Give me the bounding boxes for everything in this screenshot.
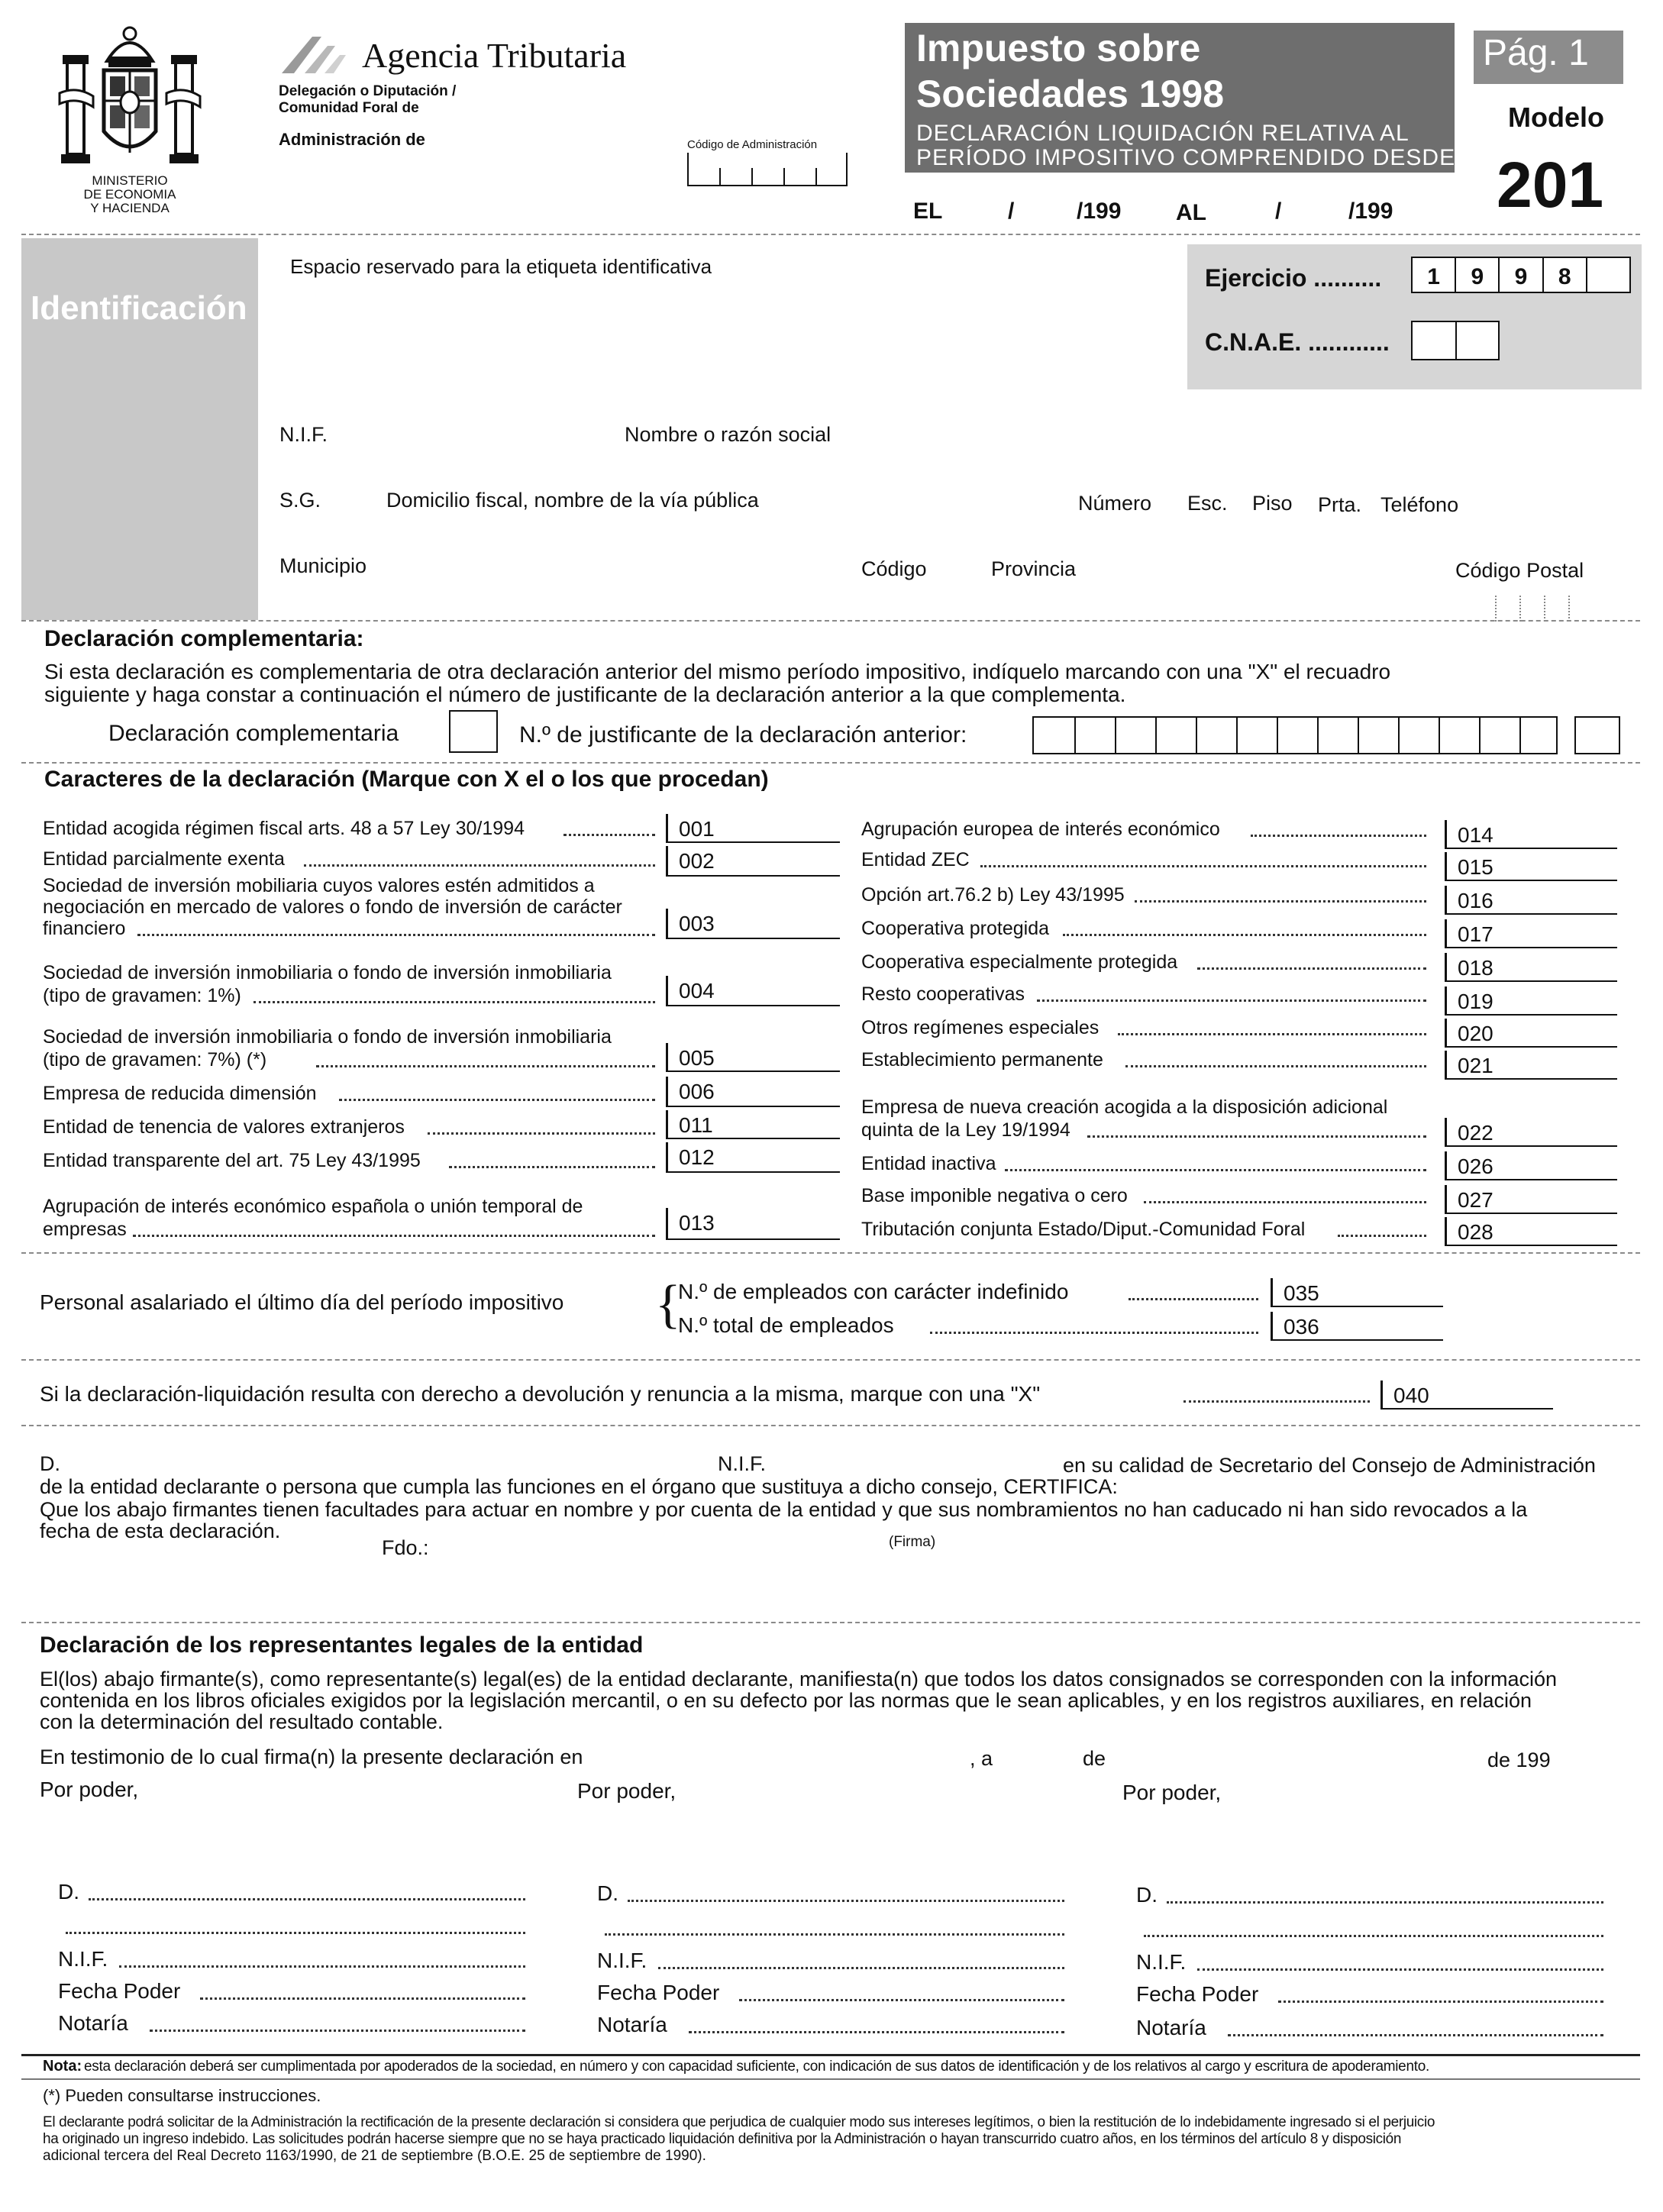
ejercicio-digit: 1 bbox=[1413, 258, 1456, 292]
subtitle-line-2: PERÍODO IMPOSITIVO COMPRENDIDO DESDE bbox=[916, 145, 1456, 170]
codigo-label: Código bbox=[861, 557, 927, 580]
caracter-code-018[interactable]: 018 bbox=[1445, 953, 1617, 982]
caracter-label: Entidad parcialmente exenta bbox=[43, 848, 285, 870]
piso-label: Piso bbox=[1252, 492, 1293, 515]
dot-leader bbox=[137, 934, 655, 936]
caracter-code-027[interactable]: 027 bbox=[1445, 1185, 1617, 1214]
cnae-label: C.N.A.E. ............ bbox=[1205, 328, 1390, 356]
delegation-line-2: Comunidad Foral de bbox=[279, 100, 419, 116]
por-poder-3: Por poder, bbox=[1122, 1781, 1222, 1804]
dot-leader bbox=[304, 864, 655, 867]
caracter-code-015[interactable]: 015 bbox=[1445, 852, 1617, 881]
dot-leader bbox=[1063, 934, 1426, 936]
codigo-postal-field[interactable] bbox=[1471, 591, 1593, 622]
caracter-label: Entidad ZEC bbox=[861, 849, 970, 870]
caracter-label: Entidad de tenencia de valores extranjeros bbox=[43, 1116, 405, 1138]
caracter-label: financiero bbox=[43, 918, 126, 939]
dot-leader bbox=[133, 1235, 655, 1237]
divider-secretario bbox=[21, 1425, 1640, 1426]
legal-line-3: adicional tercera del Real Decreto 1163/1990, de 21 de septiembre (B.O.E. 25 de septiembre de 1990). bbox=[43, 2148, 706, 2164]
period-year-2: /199 bbox=[1348, 199, 1393, 224]
caracter-label: Agrupación de interés económico española o unión temporal de bbox=[43, 1196, 583, 1217]
signer-2-fecha: Fecha Poder bbox=[597, 1981, 720, 2004]
caracter-code-003[interactable]: 003 bbox=[666, 909, 840, 939]
signer-1-notaria: Notaría bbox=[58, 2011, 128, 2035]
caracter-label: Tributación conjunta Estado/Diput.-Comunidad Foral bbox=[861, 1219, 1306, 1240]
dot-leader bbox=[1135, 900, 1426, 903]
secretario-line-3: Que los abajo firmantes tienen facultades para actuar en nombre y por cuenta de la entidad y que sus nombramientos no han caducado ni han sido revocados a la bbox=[40, 1498, 1528, 1521]
signer-3-d-field-2[interactable] bbox=[1144, 1935, 1603, 1937]
justificante-label: N.º de justificante de la declaración anterior: bbox=[519, 722, 967, 748]
admin-code-label: Código de Administración bbox=[687, 138, 818, 151]
signer-1-notaria-field[interactable] bbox=[150, 2030, 525, 2032]
dot-leader bbox=[1144, 1201, 1426, 1203]
indef-label: N.º de empleados con carácter indefinido bbox=[678, 1280, 1069, 1303]
signer-1-nif: N.I.F. bbox=[58, 1947, 108, 1971]
caracter-code-021[interactable]: 021 bbox=[1445, 1051, 1617, 1080]
asterisk-note: (*) Pueden consultarse instrucciones. bbox=[43, 2086, 321, 2105]
telefono-label: Teléfono bbox=[1380, 493, 1459, 516]
signer-2-notaria-field[interactable] bbox=[689, 2031, 1064, 2033]
dot-leader bbox=[449, 1166, 655, 1168]
dot-leader bbox=[428, 1132, 655, 1135]
total-label: N.º total de empleados bbox=[678, 1313, 894, 1337]
divider-personal bbox=[21, 1252, 1640, 1254]
caracter-label: Entidad acogida régimen fiscal arts. 48 a 57 Ley 30/1994 bbox=[43, 818, 525, 839]
coat-of-arms-icon bbox=[53, 17, 206, 173]
period-slash-1: / bbox=[1008, 199, 1015, 224]
signer-3-fecha: Fecha Poder bbox=[1136, 1982, 1259, 2006]
signer-1-d-field-2[interactable] bbox=[66, 1932, 525, 1934]
delegation-line-1: Delegación o Diputación / bbox=[279, 83, 457, 99]
nif-label: N.I.F. bbox=[279, 423, 328, 446]
employees-indefinite-035[interactable]: 035 bbox=[1271, 1278, 1443, 1307]
signer-3-d-field[interactable] bbox=[1167, 1901, 1603, 1904]
codigo-postal-label: Código Postal bbox=[1455, 559, 1584, 582]
caracter-label: Sociedad de inversión inmobiliaria o fondo de inversión inmobiliaria bbox=[43, 1026, 612, 1048]
brace-icon: { bbox=[655, 1275, 681, 1334]
municipio-label: Municipio bbox=[279, 554, 367, 577]
dot-leader bbox=[1037, 999, 1426, 1002]
signer-2-d-field-2[interactable] bbox=[605, 1933, 1064, 1936]
divider-top bbox=[21, 234, 1640, 235]
dot-leader bbox=[339, 1099, 655, 1101]
devolucion-renuncia-040[interactable]: 040 bbox=[1380, 1380, 1553, 1410]
caracter-label: Base imponible negativa o cero bbox=[861, 1185, 1128, 1206]
ejercicio-field[interactable] bbox=[1411, 257, 1631, 293]
dot-leader bbox=[1125, 1065, 1426, 1067]
esc-label: Esc. bbox=[1187, 492, 1228, 515]
dot-leader bbox=[980, 865, 1426, 867]
firma-label: (Firma) bbox=[889, 1534, 936, 1550]
signer-3-nif: N.I.F. bbox=[1136, 1950, 1187, 1974]
divider-caracteres bbox=[21, 762, 1640, 764]
caracter-code-004[interactable]: 004 bbox=[666, 976, 840, 1006]
caracter-label: Cooperativa especialmente protegida bbox=[861, 951, 1178, 973]
complementaria-checkbox-label: Declaración complementaria bbox=[108, 721, 399, 746]
caracter-label: negociación en mercado de valores o fondo de inversión de carácter bbox=[43, 896, 622, 918]
representantes-text-3: con la determinación del resultado contable. bbox=[40, 1710, 444, 1733]
caracter-label: (tipo de gravamen: 1%) bbox=[43, 985, 241, 1006]
signer-2-d: D. bbox=[597, 1881, 618, 1905]
signer-2-fecha-field[interactable] bbox=[739, 1999, 1064, 2001]
caracter-label: Otros regímenes especiales bbox=[861, 1017, 1100, 1038]
complementaria-text-2: siguiente y haga constar a continuación el número de justificante de la declaración anterior a la que complementa. bbox=[44, 683, 1126, 706]
devolucion-label: Si la declaración-liquidación resulta con derecho a devolución y renuncia a la misma, marque con una "X" bbox=[40, 1382, 1041, 1406]
signer-3-notaria: Notaría bbox=[1136, 2016, 1206, 2039]
cnae-field[interactable] bbox=[1411, 321, 1500, 360]
caracter-label: Resto cooperativas bbox=[861, 983, 1025, 1005]
dot-leader bbox=[930, 1332, 1258, 1334]
title-line-1: Impuesto sobre bbox=[916, 27, 1201, 69]
complementaria-title: Declaración complementaria: bbox=[44, 626, 364, 651]
nota-text: esta declaración deberá ser cumplimentada por apoderados de la sociedad, en número y con capacidad suficiente, con indicación de sus datos de identificación y de los relativos al cargo y escritura de apoderamiento. bbox=[84, 2059, 1429, 2075]
ejercicio-digit: 9 bbox=[1500, 258, 1543, 292]
ministry-line-3: Y HACIENDA bbox=[90, 201, 170, 215]
justificante-control-digit[interactable] bbox=[1574, 716, 1620, 754]
caracter-label: Entidad inactiva bbox=[861, 1153, 996, 1174]
agency-name: Agencia Tributaria bbox=[362, 36, 627, 75]
testimonio-a: , a bbox=[970, 1747, 993, 1770]
signer-2-notaria: Notaría bbox=[597, 2013, 667, 2036]
caracter-code-001[interactable]: 001 bbox=[666, 814, 840, 843]
dot-leader bbox=[1338, 1235, 1426, 1237]
complementaria-checkbox[interactable] bbox=[449, 710, 498, 753]
caracter-code-026[interactable]: 026 bbox=[1445, 1151, 1617, 1180]
dot-leader bbox=[1183, 1400, 1370, 1403]
agency-logo-icon bbox=[279, 31, 347, 76]
por-poder-1: Por poder, bbox=[40, 1778, 139, 1801]
dot-leader bbox=[1005, 1169, 1426, 1171]
administration-label: Administración de bbox=[279, 130, 425, 149]
caracter-code-006[interactable]: 006 bbox=[666, 1077, 840, 1107]
secretario-nif: N.I.F. bbox=[718, 1452, 767, 1475]
ejercicio-digit: 9 bbox=[1456, 258, 1500, 292]
numero-label: Número bbox=[1078, 492, 1152, 515]
caracter-code-012[interactable]: 012 bbox=[666, 1142, 840, 1173]
testimonio-label: En testimonio de lo cual firma(n) la presente declaración en bbox=[40, 1745, 583, 1768]
ministry-line-2: DE ECONOMIA bbox=[83, 187, 176, 202]
legal-line-2: ha originado un ingreso indebido. Las solicitudes podrán hacerse siempre que no se haya practicado liquidación definitiva por la Administración o hayan transcurrido cuatro años, en los términos del artículo 8 y disposición bbox=[43, 2131, 1402, 2147]
representantes-text-1: El(los) abajo firmante(s), como representante(s) legal(es) de la entidad declarante, manifiesta(n) que todos los datos consignados se corresponden con la información bbox=[40, 1668, 1558, 1690]
name-label: Nombre o razón social bbox=[625, 423, 832, 446]
ejercicio-digit: 8 bbox=[1544, 258, 1587, 292]
secretario-calidad: en su calidad de Secretario del Consejo de Administración bbox=[1063, 1454, 1596, 1477]
representantes-title: Declaración de los representantes legales de la entidad bbox=[40, 1632, 644, 1658]
caracter-code-002[interactable]: 002 bbox=[666, 846, 840, 877]
label-space-text: Espacio reservado para la etiqueta identificativa bbox=[290, 255, 712, 278]
divider-representantes bbox=[21, 1622, 1640, 1623]
divider-devolucion bbox=[21, 1359, 1640, 1361]
dot-leader bbox=[1251, 835, 1426, 837]
signer-3-fecha-field[interactable] bbox=[1278, 2000, 1603, 2003]
signer-2-nif-field[interactable] bbox=[658, 1967, 1064, 1969]
ministry-line-1: MINISTERIO bbox=[92, 173, 168, 188]
modelo-label: Modelo bbox=[1508, 102, 1604, 133]
fdo-label: Fdo.: bbox=[382, 1536, 429, 1559]
period-year-1: /199 bbox=[1077, 199, 1122, 224]
subtitle-line-1: DECLARACIÓN LIQUIDACIÓN RELATIVA AL bbox=[916, 121, 1410, 146]
caracter-code-011[interactable]: 011 bbox=[666, 1110, 840, 1139]
secretario-line-4: fecha de esta declaración. bbox=[40, 1519, 281, 1542]
caracter-label: Empresa de nueva creación acogida a la disposición adicional bbox=[861, 1096, 1388, 1118]
por-poder-2: Por poder, bbox=[577, 1779, 677, 1803]
caracter-code-005[interactable]: 005 bbox=[666, 1043, 840, 1072]
nota-label: Nota: bbox=[43, 2058, 82, 2075]
address-label: Domicilio fiscal, nombre de la vía pública bbox=[386, 489, 759, 512]
provincia-label: Provincia bbox=[991, 557, 1077, 580]
dot-leader bbox=[253, 1001, 655, 1003]
page-number: Pág. 1 bbox=[1483, 33, 1589, 73]
ejercicio-digit bbox=[1587, 258, 1629, 292]
caracteres-title: Caracteres de la declaración (Marque con X el o los que procedan) bbox=[44, 767, 769, 792]
signer-1-fecha-field[interactable] bbox=[200, 1997, 525, 2000]
footer-rule bbox=[21, 2054, 1640, 2056]
caracter-code-022[interactable]: 022 bbox=[1445, 1118, 1617, 1147]
period-slash-2: / bbox=[1275, 199, 1282, 224]
caracter-label: (tipo de gravamen: 7%) (*) bbox=[43, 1049, 267, 1070]
ejercicio-label: Ejercicio .......... bbox=[1205, 264, 1382, 292]
testimonio-de-199: de 199 bbox=[1487, 1749, 1551, 1771]
complementaria-text-1: Si esta declaración es complementaria de otra declaración anterior del mismo período impositivo, indíquelo marcando con una "X" el recuadro bbox=[44, 660, 1391, 683]
period-al: AL bbox=[1176, 200, 1206, 225]
signer-3-notaria-field[interactable] bbox=[1228, 2034, 1603, 2036]
modelo-number: 201 bbox=[1497, 149, 1604, 221]
legal-line-1: El declarante podrá solicitar de la Administración la rectificación de la presente declaración si considera que perjudica de cualquier modo sus intereses legítimos, o bien la restitución de lo indebidamente ingresado si el perjuicio bbox=[43, 2114, 1435, 2130]
sg-label: S.G. bbox=[279, 489, 321, 512]
caracter-code-017[interactable]: 017 bbox=[1445, 919, 1617, 948]
prta-label: Prta. bbox=[1318, 493, 1362, 516]
dot-leader bbox=[1129, 1298, 1258, 1300]
signer-1-nif-field[interactable] bbox=[119, 1965, 525, 1968]
caracter-label: Sociedad de inversión inmobiliaria o fondo de inversión inmobiliaria bbox=[43, 962, 612, 983]
secretario-d: D. bbox=[40, 1452, 60, 1475]
justificante-field[interactable] bbox=[1032, 716, 1558, 754]
signer-3-nif-field[interactable] bbox=[1197, 1968, 1603, 1971]
caracter-code-019[interactable]: 019 bbox=[1445, 987, 1617, 1016]
caracter-code-016[interactable]: 016 bbox=[1445, 886, 1617, 915]
caracter-label: Entidad transparente del art. 75 Ley 43/1995 bbox=[43, 1150, 421, 1171]
caracter-code-020[interactable]: 020 bbox=[1445, 1019, 1617, 1048]
representantes-text-2: contenida en los libros oficiales exigidos por la legislación mercantil, o en su defecto por las normas que le sean aplicables, y en los registros auxiliares, en relación bbox=[40, 1689, 1532, 1712]
divider-complementaria bbox=[21, 620, 1640, 622]
caracter-code-014[interactable]: 014 bbox=[1445, 820, 1617, 849]
personal-label: Personal asalariado el último día del período impositivo bbox=[40, 1290, 564, 1314]
caracter-label: Sociedad de inversión mobiliaria cuyos valores estén admitidos a bbox=[43, 875, 595, 896]
signer-1-d: D. bbox=[58, 1880, 79, 1904]
signer-2-nif: N.I.F. bbox=[597, 1949, 647, 1972]
caracter-label: Empresa de reducida dimensión bbox=[43, 1083, 317, 1104]
signer-3-d: D. bbox=[1136, 1883, 1158, 1907]
dot-leader bbox=[1197, 967, 1426, 970]
signer-1-d-field[interactable] bbox=[89, 1898, 525, 1900]
caracter-label: empresas bbox=[43, 1219, 127, 1240]
caracter-label: Establecimiento permanente bbox=[861, 1049, 1103, 1070]
dot-leader bbox=[563, 834, 655, 836]
signer-2-d-field[interactable] bbox=[628, 1900, 1064, 1902]
caracter-code-028[interactable]: 028 bbox=[1445, 1217, 1617, 1246]
caracter-label: Cooperativa protegida bbox=[861, 918, 1049, 939]
title-line-2: Sociedades 1998 bbox=[916, 73, 1225, 115]
dot-leader bbox=[1087, 1135, 1426, 1138]
identification-label: Identificación bbox=[31, 289, 247, 327]
secretario-line-2: de la entidad declarante o persona que cumpla las funciones en el órgano que sustituya a dicho consejo, CERTIFICA: bbox=[40, 1475, 1118, 1498]
caracter-label: quinta de la Ley 19/1994 bbox=[861, 1119, 1070, 1141]
dot-leader bbox=[316, 1065, 655, 1067]
footer-rule-2 bbox=[21, 2078, 1640, 2080]
period-el: EL bbox=[913, 199, 943, 224]
testimonio-de: de bbox=[1083, 1747, 1106, 1770]
caracter-code-013[interactable]: 013 bbox=[666, 1208, 840, 1240]
dot-leader bbox=[1118, 1033, 1426, 1035]
admin-code-field[interactable] bbox=[687, 153, 848, 186]
caracter-label: Opción art.76.2 b) Ley 43/1995 bbox=[861, 884, 1125, 906]
signer-1-fecha: Fecha Poder bbox=[58, 1979, 181, 2003]
caracter-label: Agrupación europea de interés económico bbox=[861, 819, 1220, 840]
employees-total-036[interactable]: 036 bbox=[1271, 1312, 1443, 1341]
